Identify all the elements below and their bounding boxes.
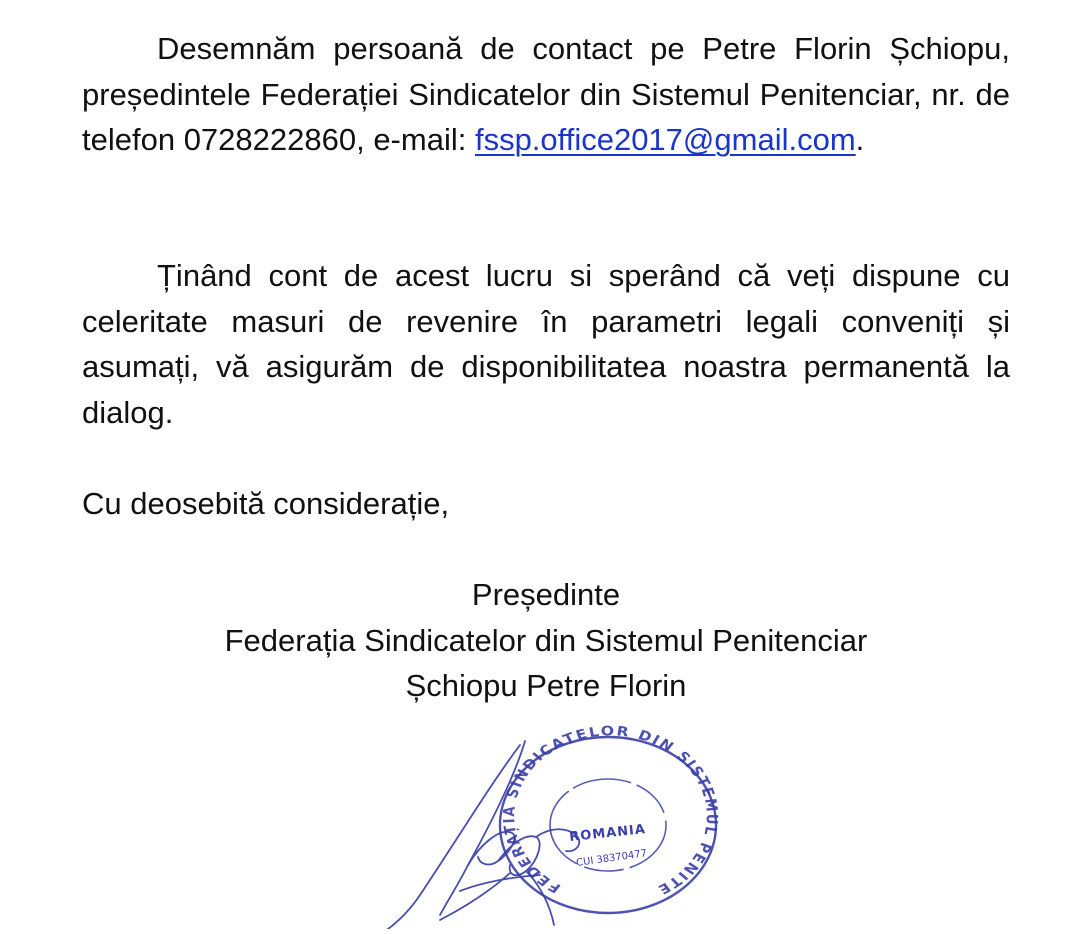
contact-text: Desemnăm persoană de contact pe Petre Florin Șchiopu, președintele Federației Sindicatelor din Sistemul Penitenciar, nr. de telefon 0728222860, e-mail: (82, 31, 1010, 157)
signatory-name: Șchiopu Petre Florin (405, 668, 687, 703)
stamp-seal (340, 715, 720, 913)
signatory-title: Președinte (471, 577, 621, 612)
contact-text-end: . (855, 122, 865, 157)
closing-salutation: Cu deosebită considerație, (82, 486, 450, 521)
stamp-ring-text: FEDERAȚIA SINDICATELOR DIN SISTEMUL PENITE (501, 724, 720, 898)
signatory-organization: Federația Sindicatelor din Sistemul Penitenciar (224, 622, 868, 658)
svg-text:FEDERAȚIA SINDICATELOR DIN SIS (340, 715, 720, 897)
signature-block (82, 572, 1010, 709)
signature-and-stamp (340, 715, 760, 929)
contact-paragraph (82, 26, 1010, 163)
stamp-cui-text: CUI 38370477 (575, 848, 648, 869)
email-link[interactable]: fssp.office2017@gmail.com (474, 122, 856, 157)
stamp-center-text: ROMANIA (568, 822, 647, 845)
dialog-paragraph: Ținând cont de acest lucru si sperând că veți dispune cu celeritate masuri de revenire în parametri legali conveniți și asumați, vă asigurăm de disponibilitatea noastra permanentă la dialog. (82, 258, 1010, 430)
